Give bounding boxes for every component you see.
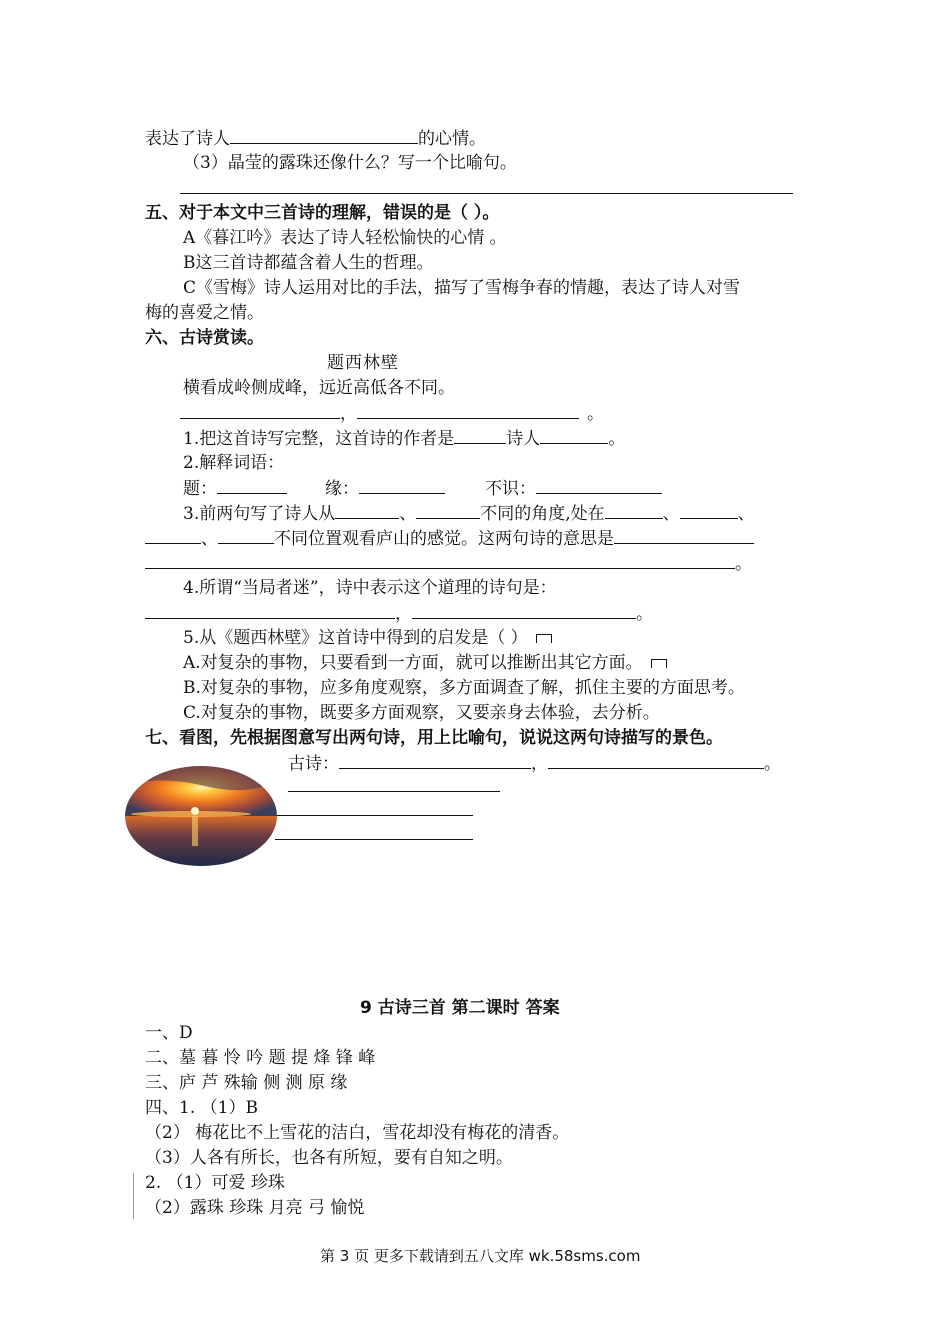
q7-blank-2[interactable] (548, 752, 764, 769)
answer-4-1: 四、1. （1）B (145, 1098, 258, 1118)
q4-answer-line[interactable] (180, 193, 793, 194)
poem-blank-1[interactable] (180, 402, 340, 419)
dun-4: 、 (201, 529, 218, 549)
q4-blank-mood[interactable] (230, 127, 418, 144)
blank-ti[interactable] (217, 477, 287, 494)
q6-title: 六、古诗赏读。 (145, 328, 264, 348)
q6-item1-poet: 诗人 (506, 429, 541, 449)
answer-4-2: （2） 梅花比不上雪花的洁白，雪花却没有梅花的清香。 (145, 1123, 570, 1143)
q7-answer-line-3[interactable] (275, 839, 473, 840)
dun-3: 、 (737, 504, 755, 524)
blank-line-1[interactable] (145, 602, 395, 619)
q6-item1 (183, 427, 625, 450)
q7-label: 古诗： (288, 754, 339, 774)
q6-item3-mid: 不同的角度,处在 (480, 504, 605, 524)
q6-item4-blanks (145, 602, 653, 625)
q5-option-c1: C《雪梅》诗人运用对比的手法，描写了雪梅争春的情趣，表达了诗人对雪 (183, 278, 741, 298)
q6-item3-end: 。 (735, 554, 752, 574)
blank-meaning-1[interactable] (614, 527, 754, 544)
q7-blank-1[interactable] (339, 752, 531, 769)
blank-angle-2[interactable] (416, 502, 480, 519)
blank-bushi[interactable] (536, 477, 662, 494)
anchor-mark-icon (536, 634, 552, 643)
blank-pos-3[interactable] (145, 527, 201, 544)
q6-item3c (145, 552, 752, 575)
q5-option-b: B这三首诗都蕴含着人生的哲理。 (183, 253, 434, 273)
blank-meaning-2[interactable] (145, 552, 735, 569)
q6-item3-tail: 不同位置观看庐山的感觉。这两句诗的意思是 (274, 529, 614, 549)
blank-pos-4[interactable] (218, 527, 274, 544)
dun-1: 、 (399, 504, 417, 524)
q6-item5-text: 5.从《题西林壁》这首诗中得到的启发是（ ） (183, 628, 528, 648)
q6-item4: 4.所谓“当局者迷”，诗中表示这个道理的诗句是： (183, 578, 557, 598)
answer-1: 一、D (145, 1023, 193, 1043)
q5-option-a: A《暮江吟》表达了诗人轻松愉快的心情 。 (183, 228, 507, 248)
q4-line1-pre: 表达了诗人 (145, 129, 230, 149)
blank-angle-1[interactable] (335, 502, 399, 519)
word-bushi: 不识： (485, 479, 536, 499)
poem-blank-2[interactable] (357, 402, 579, 419)
answer-3: 三、庐 芦 殊输 侧 测 原 缘 (145, 1073, 348, 1093)
poem-period: 。 (587, 404, 604, 424)
dun-2: 、 (662, 504, 680, 524)
anchor-mark-icon (651, 659, 667, 668)
q6-option-a-text: A.对复杂的事物，只要看到一方面，就可以推断出其它方面。 (183, 653, 643, 673)
q6-item2-words (183, 477, 662, 500)
answer-5: 2. （1）可爱 珍珠 (145, 1173, 285, 1193)
page-footer: 第 3 页 更多下载请到五八文库 wk.58sms.com (320, 1247, 641, 1265)
answers-title: 9 古诗三首 第二课时 答案 (360, 998, 560, 1018)
q6-option-b: B.对复杂的事物，应多角度观察，多方面调查了解，抓住主要的方面思考。 (183, 678, 745, 698)
q4-line1-post: 的心情。 (418, 129, 486, 149)
q4-line1 (145, 127, 486, 150)
q6-option-c: C.对复杂的事物，既要多方面观察，又要亲身去体验，去分析。 (183, 703, 660, 723)
margin-bar (133, 1173, 134, 1219)
poem-comma: ， (340, 404, 357, 424)
q6-item4-comma: ， (395, 604, 412, 624)
answer-6: （2）露珠 珍珠 月亮 弓 愉悦 (145, 1198, 365, 1218)
q6-option-a (183, 652, 667, 674)
q6-item1-text: 1.把这首诗写完整，这首诗的作者是 (183, 429, 455, 449)
answer-4-3: （3）人各有所长，也各有所短，要有自知之明。 (145, 1148, 513, 1168)
word-yuan: 缘： (325, 479, 359, 499)
q6-item3-text: 3.前两句写了诗人从 (183, 504, 336, 524)
q6-item3b (145, 527, 754, 550)
q7-answer-line-1[interactable] (288, 791, 500, 792)
poem-title: 题西林壁 (327, 353, 399, 373)
answer-2: 二、墓 暮 怜 吟 题 提 烽 锋 峰 (145, 1048, 376, 1068)
q5-title: 五、对于本文中三首诗的理解，错误的是（ ）。 (145, 203, 500, 223)
sunset-sea-image (125, 766, 277, 866)
q4-line2: （3）晶莹的露珠还像什么？写一个比喻句。 (183, 153, 517, 173)
word-ti: 题： (183, 479, 217, 499)
poem-blanks (180, 402, 604, 425)
q7-answer-line-2[interactable] (275, 815, 473, 816)
q6-item2: 2.解释词语： (183, 453, 285, 473)
q6-item5 (183, 627, 552, 649)
q5-option-c2: 梅的喜爱之情。 (145, 303, 264, 323)
q6-item1-end: 。 (608, 429, 626, 449)
q7-comma: ， (531, 754, 548, 774)
blank-pos-2[interactable] (680, 502, 738, 519)
q7-period: 。 (764, 754, 781, 774)
q7-title: 七、看图，先根据图意写出两句诗，用上比喻句，说说这两句诗描写的景色。 (145, 728, 723, 748)
blank-yuan[interactable] (359, 477, 445, 494)
q6-item4-period: 。 (636, 604, 653, 624)
q6-blank-poet[interactable] (540, 427, 608, 444)
blank-line-2[interactable] (412, 602, 636, 619)
poem-line1: 横看成岭侧成峰，远近高低各不同。 (183, 378, 455, 398)
q7-poem-line (288, 752, 781, 775)
q6-item3a (183, 502, 755, 525)
q6-blank-author[interactable] (454, 427, 506, 444)
blank-pos-1[interactable] (605, 502, 663, 519)
